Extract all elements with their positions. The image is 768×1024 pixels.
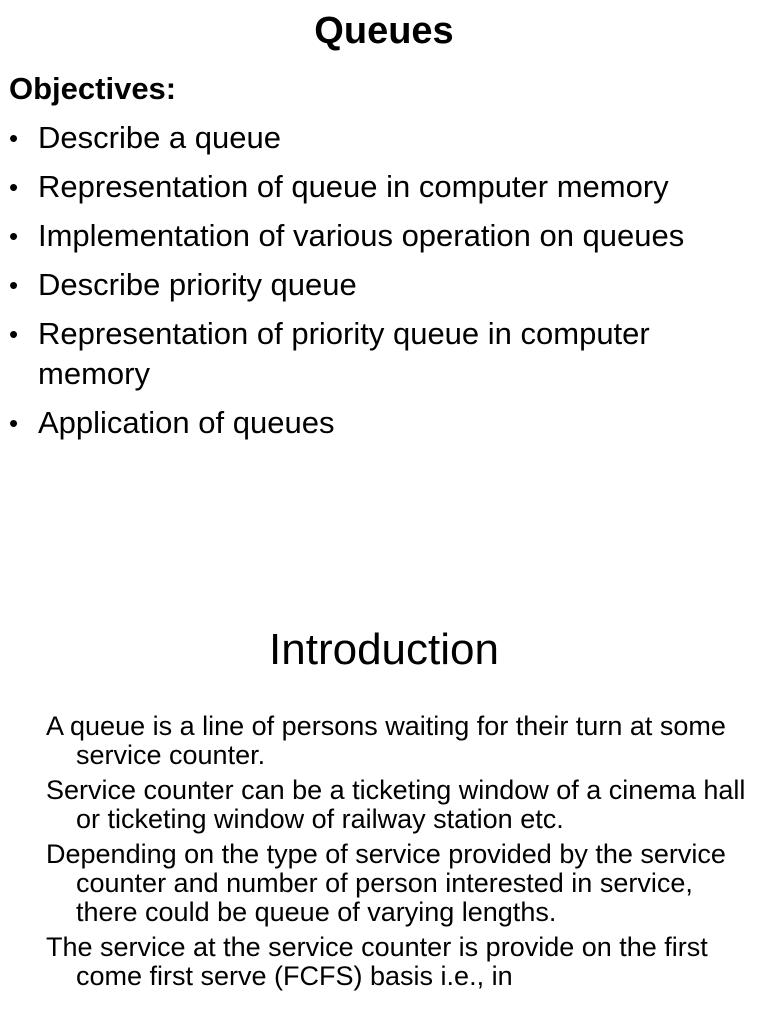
list-item [0,403,768,443]
introduction-body [46,712,746,997]
list-item-text: Implementation of various operation on queues [38,218,685,253]
bullet-icon: • [9,270,19,300]
list-item-text: Application of queues [38,405,335,440]
list-item [0,118,768,158]
paragraph: The service at the service counter is provide on the first come first serve (FCFS) basis i.e., in [46,932,708,991]
slide-title: Queues [314,10,454,52]
list-item [0,167,768,207]
paragraph: Depending on the type of service provided by the service counter and number of person interested in service, there could be queue of varying lengths. [46,839,726,927]
paragraph: A queue is a line of persons waiting for their turn at some service counter. [46,711,726,770]
objectives-heading: Objectives: [9,71,177,106]
list-item-text: Describe priority queue [38,267,357,302]
list-item-text: Representation of queue in computer memory [38,169,669,204]
list-item [0,265,768,305]
bullet-icon: • [9,172,19,202]
slide-title: Introduction [269,625,499,674]
list-item-text: Describe a queue [38,120,281,155]
list-item-text: Representation of priority queue in computer memory [38,316,650,391]
list-item [0,314,768,394]
objectives-list [0,118,768,452]
slide-introduction [0,512,768,1024]
list-item [0,216,768,256]
paragraph: Service counter can be a ticketing window of a cinema hall or ticketing window of railway station etc. [46,775,746,834]
bullet-icon: • [9,319,19,349]
bullet-icon: • [9,123,19,153]
bullet-icon: • [9,221,19,251]
bullet-icon: • [9,408,19,438]
